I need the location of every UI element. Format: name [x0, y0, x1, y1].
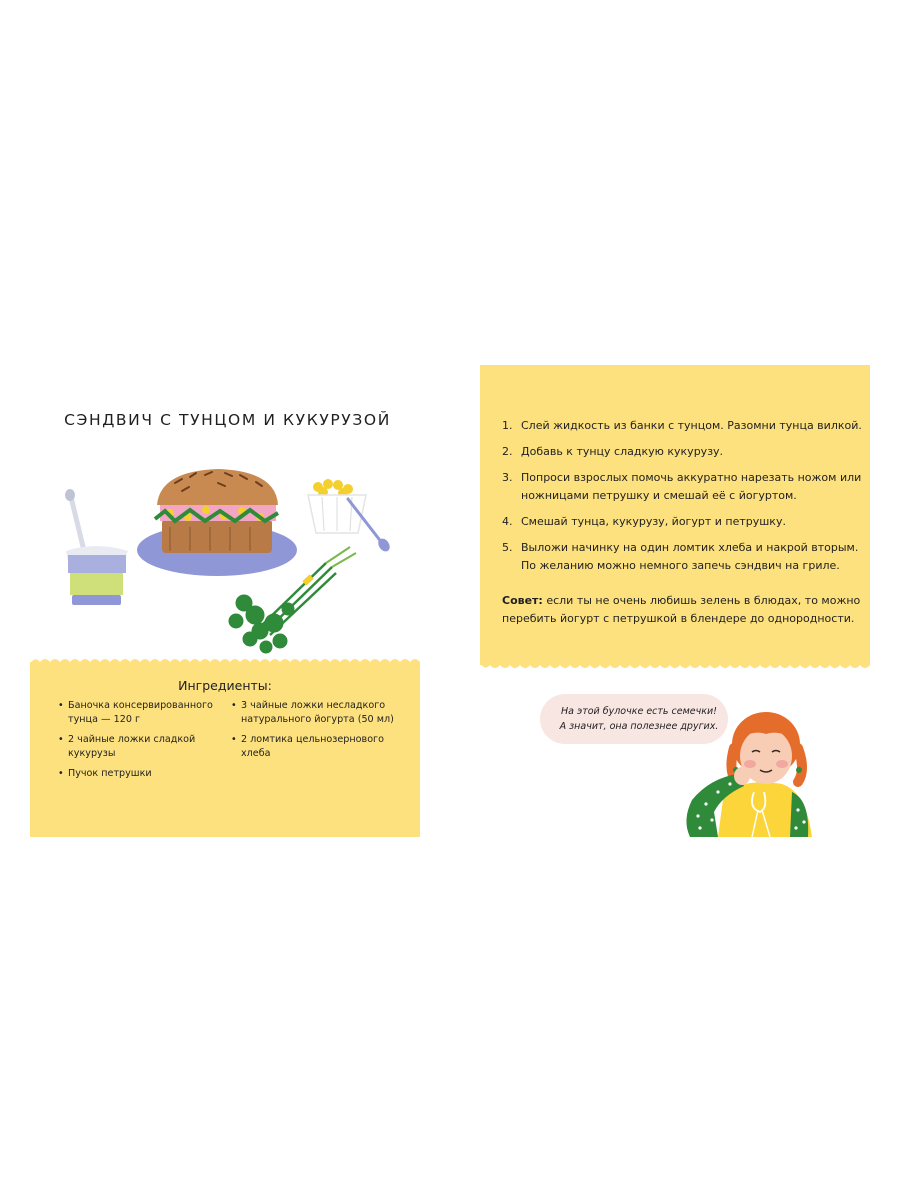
list-item: • 3 чайные ложки несладкого натурального йогурта (50 мл): [231, 699, 411, 727]
step-text: Смешай тунца, кукурузу, йогурт и петрушку.: [521, 515, 786, 528]
step-item: [502, 443, 862, 461]
step-item: [502, 539, 862, 575]
step-number: 4.: [502, 515, 513, 528]
food-illustration: [30, 455, 420, 655]
tip-label: Совет:: [502, 594, 543, 607]
ingredients-card: [30, 662, 420, 837]
tip-body: если ты не очень любишь зелень в блюдах, то можно перебить йогурт с петрушкой в блендере до однородности.: [502, 594, 861, 625]
step-text: Слей жидкость из банки с тунцом. Разомни тунца вилкой.: [521, 419, 862, 432]
step-number: 2.: [502, 445, 513, 458]
step-item: [502, 417, 862, 435]
list-item: • Пучок петрушки: [58, 767, 223, 781]
tip-text: [502, 592, 862, 628]
speech-line-1: На этой булочке есть семечки!: [561, 706, 717, 717]
step-number: 1.: [502, 419, 513, 432]
list-item: • 2 чайные ложки сладкой кукурузы: [58, 733, 223, 761]
step-text: Выложи начинку на один ломтик хлеба и накрой вторым. По желанию можно немного запечь сэндвич на гриле.: [521, 541, 859, 572]
ingredients-list-right: [231, 699, 411, 767]
wavy-edge: [30, 656, 420, 664]
ingredients-list-left: [58, 699, 223, 787]
list-item: • 2 ломтика цельнозернового хлеба: [231, 733, 411, 761]
sandwich-icon: [155, 469, 278, 553]
speech-line-2: А значит, она полезнее других.: [559, 721, 719, 732]
step-text: Добавь к тунцу сладкую кукурузу.: [521, 445, 724, 458]
step-number: 3.: [502, 471, 513, 484]
list-item: • Баночка консервированного тунца — 120 г: [58, 699, 223, 727]
steps-card: [480, 365, 870, 665]
girl-icon: [678, 700, 820, 837]
wavy-edge: [480, 663, 870, 671]
steps-list: [502, 417, 862, 583]
recipe-title: СЭНДВИЧ С ТУНЦОМ И КУКУРУЗОЙ: [64, 411, 391, 429]
corn-bowl-icon: [308, 479, 366, 533]
yogurt-cup-icon: [65, 489, 128, 605]
ingredients-heading: Ингредиенты:: [178, 678, 272, 693]
step-number: 5.: [502, 541, 513, 554]
step-item: [502, 469, 862, 505]
step-text: Попроси взрослых помочь аккуратно нарезать ножом или ножницами петрушку и смешай её с йогуртом.: [521, 471, 862, 502]
step-item: [502, 513, 862, 531]
